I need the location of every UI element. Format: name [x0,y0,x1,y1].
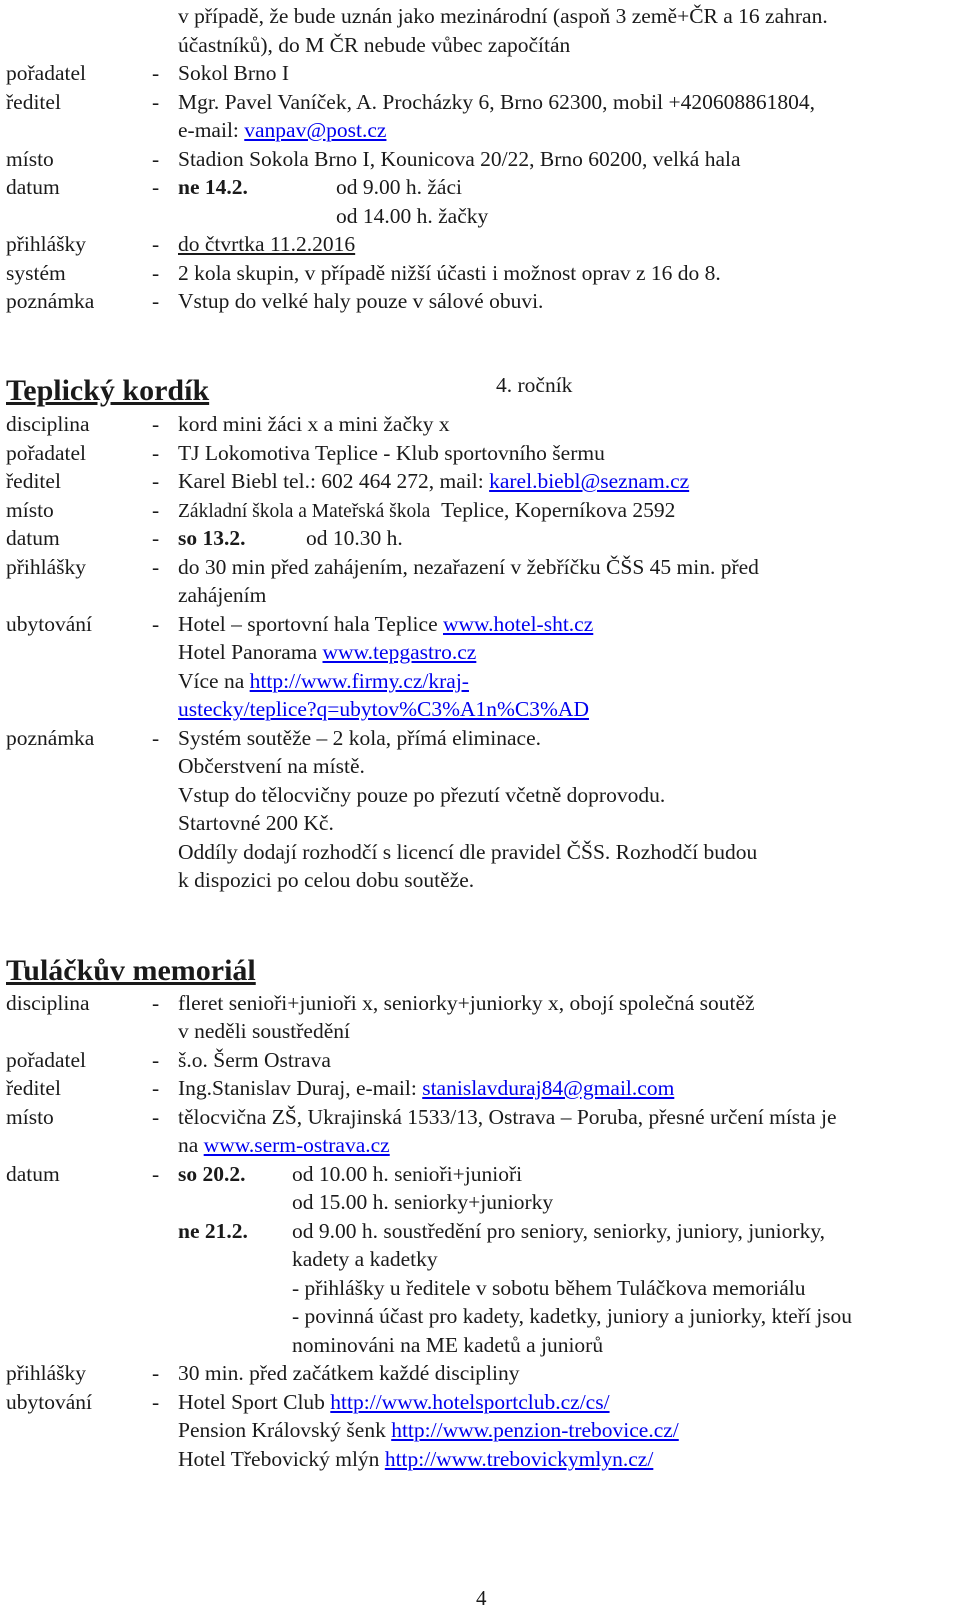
field-label: přihlášky [6,1361,87,1385]
dash: - [152,555,160,579]
club-link[interactable]: www.serm-ostrava.cz [203,1133,390,1157]
dash: - [152,1390,160,1414]
dash: - [152,498,160,522]
dash: - [152,991,160,1015]
field-value: Vstup do velké haly pouze v sálové obuvi. [178,289,544,313]
email-link[interactable]: karel.biebl@seznam.cz [489,469,690,493]
field-label: datum [6,175,60,199]
field-value: tělocvična ZŠ, Ukrajinská 1533/13, Ostrava – Poruba, přesné určení místa je [178,1105,837,1129]
dash: - [152,412,160,436]
field-label: poznámka [6,726,95,750]
dash: - [152,441,160,465]
field-value: do 30 min před zahájením, nezařazení v žebříčku ČŠS 45 min. před [178,555,759,579]
teplice-poznamka-row [0,724,960,753]
dash: - [152,232,160,256]
tulacek-disciplina-row [0,989,960,1018]
section-title-tulacek: Tuláčkův memoriál [6,954,256,987]
tulacek-misto-row [0,1103,960,1132]
hotel-link[interactable]: www.tepgastro.cz [322,640,477,664]
field-label: pořadatel [6,1048,86,1072]
teplice-prihlasky-row-2 [0,581,960,610]
teplice-poradatel-row [0,439,960,468]
field-value: Sokol Brno I [178,61,290,85]
date-day: so 13.2. [178,526,246,550]
teplice-poznamka-row-2 [0,752,960,781]
intro-line-2: účastníků), do M ČR nebude vůbec započítán [178,33,571,57]
field-label: ubytování [6,1390,92,1414]
date-time: od 10.30 h. [306,526,403,550]
tulacek-poradatel-row [0,1046,960,1075]
hotel-link[interactable]: http://www.penzion-trebovice.cz/ [391,1418,679,1442]
firmy-link[interactable]: http://www.firmy.cz/kraj- [249,669,469,693]
intro-line-1: v případě, že bude uznán jako mezinárodní (aspoň 3 země+ČR a 16 zahran. [178,4,828,28]
firmy-link-cont[interactable]: ustecky/teplice?q=ubytov%C3%A1n%C3%AD [178,697,589,721]
field-value: 2 kola skupin, v případě nižší účasti i možnost oprav z 16 do 8. [178,261,721,285]
note-line: Systém soutěže – 2 kola, přímá eliminace. [178,726,542,750]
top-reditel-row [0,88,960,117]
tulacek-datum-row-5: - přihlášky u ředitele v sobotu během Tuláčkova memoriálu [292,1276,806,1300]
dash: - [152,612,160,636]
teplice-datum-row [0,524,960,553]
field-label: ředitel [6,469,61,493]
field-label: disciplina [6,412,90,436]
tulacek-misto-row-2: na www.serm-ostrava.cz [178,1133,390,1157]
field-label: ředitel [6,1076,61,1100]
field-value: Mgr. Pavel Vaníček, A. Procházky 6, Brno 62300, mobil +420608861804, [178,90,815,114]
tulacek-datum-row-4: kadety a kadetky [292,1247,438,1271]
teplice-disciplina-row [0,410,960,439]
field-label: místo [6,498,54,522]
field-label: pořadatel [6,61,86,85]
date-time: od 15.00 h. seniorky+juniorky [292,1190,554,1214]
date-time: od 9.00 h. žáci [336,175,462,199]
note-line: Startovné 200 Kč. [178,811,334,835]
dash: - [152,261,160,285]
date-day: ne 21.2. [178,1219,248,1243]
hotel-link[interactable]: www.hotel-sht.cz [443,612,594,636]
rocnik-label: 4. ročník [496,373,573,397]
top-system-row [0,259,960,288]
field-label: poznámka [6,289,95,313]
teplice-ubytovani-row-4 [0,695,960,724]
dash: - [152,726,160,750]
date-time: od 14.00 h. žačky [336,204,489,228]
field-value: v neděli soustředění [178,1019,350,1043]
hotel-link[interactable]: http://www.hotelsportclub.cz/cs/ [330,1390,610,1414]
top-poradatel-row [0,59,960,88]
field-label: místo [6,147,54,171]
field-value: kord mini žáci x a mini žačky x [178,412,450,436]
dash: - [152,1076,160,1100]
tulacek-datum-row-3 [0,1217,960,1246]
field-label: ubytování [6,612,92,636]
top-reditel-email-row: e-mail: vanpav@post.cz [178,118,387,142]
hotel-link[interactable]: http://www.trebovickymlyn.cz/ [384,1447,654,1471]
teplice-prihlasky-row [0,553,960,582]
dash: - [152,1048,160,1072]
field-value: š.o. Šerm Ostrava [178,1048,331,1072]
top-poznamka-row [0,287,960,316]
top-prihlasky-row [0,230,960,259]
note-line: Vstup do tělocvičny pouze po přezutí včetně doprovodu. [178,783,666,807]
tulacek-prihlasky-row [0,1359,960,1388]
dash: - [152,147,160,171]
tulacek-datum-row-6: - povinná účast pro kadety, kadetky, juniory a juniorky, kteří jsou [292,1304,853,1328]
dash: - [152,61,160,85]
field-label: datum [6,1162,60,1186]
field-label: přihlášky [6,555,87,579]
field-label: pořadatel [6,441,86,465]
page-number: 4 [476,1586,487,1610]
field-value: TJ Lokomotiva Teplice - Klub sportovního šermu [178,441,605,465]
field-value: Stadion Sokola Brno I, Kounicova 20/22, Brno 60200, velká hala [178,147,741,171]
teplice-poznamka-row-3 [0,781,960,810]
date-day: ne 14.2. [178,175,248,199]
note-line: Oddíly dodají rozhodčí s licencí dle pravidel ČŠS. Rozhodčí budou [178,840,758,864]
note-line: Občerstvení na místě. [178,754,365,778]
tulacek-disciplina-row-2 [0,1017,960,1046]
dash: - [152,289,160,313]
tulacek-ubytovani-row: ubytování - Hotel Sport Club http://www.hotelsportclub.cz/cs/ [0,1388,960,1417]
dash: - [152,175,160,199]
field-label: systém [6,261,66,285]
field-label: disciplina [6,991,90,1015]
dash: - [152,90,160,114]
teplice-poznamka-row-5 [0,838,960,867]
teplice-reditel-row: ředitel - Karel Biebl tel.: 602 464 272, mail: karel.biebl@seznam.cz [0,467,960,496]
dash: - [152,1162,160,1186]
top-datum-row-2 [0,202,960,231]
dash: - [152,469,160,493]
tulacek-datum-row-2 [0,1188,960,1217]
field-value: zahájením [178,583,267,607]
tulacek-ubytovani-row-2: Pension Královský šenk http://www.penzion-trebovice.cz/ [178,1418,679,1442]
top-misto-row [0,145,960,174]
email-link[interactable]: vanpav@post.cz [244,118,387,142]
tulacek-reditel-row: ředitel - Ing.Stanislav Duraj, e-mail: stanislavduraj84@gmail.com [0,1074,960,1103]
date-time: od 9.00 h. soustředění pro seniory, seniorky, juniory, juniorky, [292,1219,826,1243]
note-line: k dispozici po celou dobu soutěže. [178,868,475,892]
field-label: přihlášky [6,232,87,256]
section-title-teplice: Teplický kordík [6,374,210,407]
field-label: datum [6,526,60,550]
teplice-poznamka-row-4 [0,809,960,838]
tulacek-ubytovani-row-3: Hotel Třebovický mlýn http://www.trebovickymlyn.cz/ [178,1447,654,1471]
tulacek-datum-row-7: nominováni na ME kadetů a juniorů [292,1333,604,1357]
dash: - [152,526,160,550]
top-datum-row [0,173,960,202]
dash: - [152,1105,160,1129]
teplice-ubytovani-row: ubytování - Hotel – sportovní hala Teplice www.hotel-sht.cz [0,610,960,639]
field-value: do čtvrtka 11.2.2016 [178,232,356,256]
field-value: 30 min. před začátkem každé discipliny [178,1361,520,1385]
dash: - [152,1361,160,1385]
field-value: fleret senioři+junioři x, seniorky+juniorky x, obojí společná soutěž [178,991,755,1015]
teplice-ubytovani-row-3: Více na http://www.firmy.cz/kraj- [178,669,469,693]
field-label: místo [6,1105,54,1129]
email-link[interactable]: stanislavduraj84@gmail.com [422,1076,675,1100]
teplice-ubytovani-row-2: Hotel Panorama www.tepgastro.cz [178,640,477,664]
field-label: ředitel [6,90,61,114]
teplice-poznamka-row-6 [0,866,960,895]
teplice-misto-row: místo - Základní škola a Mateřská škola Teplice, Koperníkova 2592 [0,496,960,525]
date-day: so 20.2. [178,1162,246,1186]
date-time: od 10.00 h. senioři+junioři [292,1162,523,1186]
tulacek-datum-row [0,1160,960,1189]
